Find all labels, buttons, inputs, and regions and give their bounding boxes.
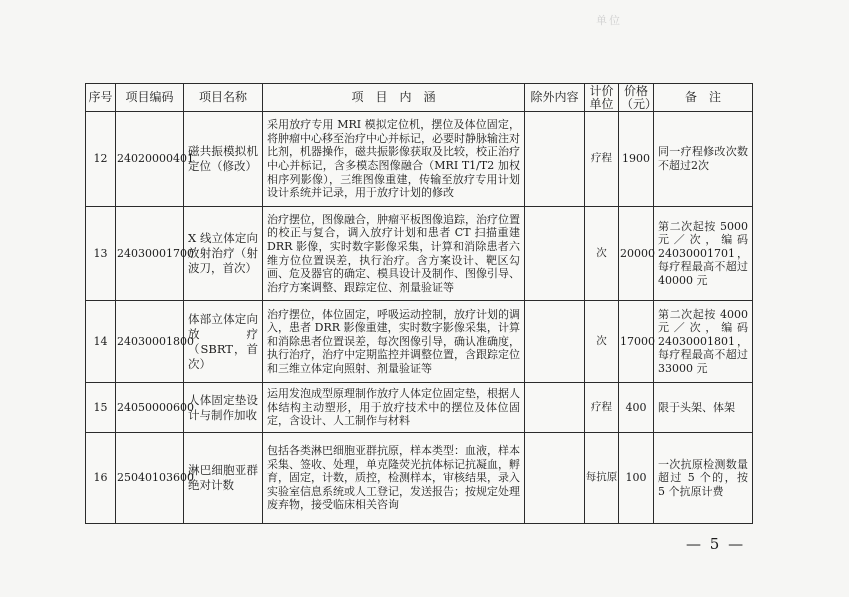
- price-cell: 400: [619, 383, 654, 433]
- exclude-cell: [525, 207, 585, 301]
- header-unit-line2: 单位: [589, 96, 614, 111]
- content-cell: 治疗摆位，图像融合，肿瘤平板图像追踪，治疗位置的校正与复合，调入放疗计划和患者 CT 扫描重建 DRR 影像，实时数字影像采集，计算和消除患者六维方位位置误差，执行治疗。含方案设计、靶区勾画、危及器官的确定、模具设计及制作、图像引导、治疗方案调整、跟踪定位、剂量验证等: [263, 207, 525, 301]
- header-price-line1: 价格: [623, 83, 648, 98]
- header-remark: 备 注: [654, 84, 753, 112]
- seq-cell: 16: [86, 433, 116, 524]
- header-price: [619, 83, 658, 112]
- table-row: [86, 301, 753, 383]
- code-cell: 24030001800: [116, 301, 184, 383]
- content-cell: 采用放疗专用 MRI 模拟定位机，摆位及体位固定，将肿瘤中心移至治疗中心并标记，必要时静脉输注对比剂，机器操作，磁共振影像获取及比较，校正治疗中心并标记，含多模态图像融合（MRI T1/T2 加权相序列影像），三维图像重建，传输至放疗专用计划设计系统并记录，用于放疗计划的修改: [263, 112, 525, 207]
- name-cell: 体部立体定向放疗（SBRT，首次）: [184, 301, 263, 383]
- header-unit: [585, 84, 619, 112]
- code-cell: 24020000401: [116, 112, 184, 207]
- code-cell: 25040103600: [116, 433, 184, 524]
- price-cell: 100: [619, 433, 654, 524]
- content-cell: 包括各类淋巴细胞亚群抗原，样本类型：血液，样本采集、签收、处理，单克隆荧光抗体标记抗凝血，孵育，固定，计数，质控，检测样本，审核结果，录入实验室信息系统或人工登记，发送报告；按规定处理废弃物，接受临床相关咨询: [263, 433, 525, 524]
- table-row: [86, 112, 753, 207]
- table-header-row: [86, 84, 753, 112]
- fee-table: [85, 83, 753, 524]
- unit-cell: 每抗原: [585, 433, 619, 524]
- remark-cell: 一次抗原检测数量超过 5 个的，按 5 个抗原计费: [654, 433, 753, 524]
- header-code: 项目编码: [116, 84, 184, 112]
- name-cell: 淋巴细胞亚群绝对计数: [184, 433, 263, 524]
- table-row: [86, 383, 753, 433]
- header-exclude: 除外内容: [525, 84, 585, 112]
- remark-cell: 第二次起按 5000 元／次，编码 24030001701，每疗程最高不超过 40000 元: [654, 207, 753, 301]
- name-cell: X 线立体定向放射治疗（射波刀，首次）: [184, 207, 263, 301]
- code-cell: 24050000600: [116, 383, 184, 433]
- content-cell: 治疗摆位，体位固定，呼吸运动控制，放疗计划的调入，患者 DRR 影像重建，实时数字影像采集，计算和消除患者位置误差，每次图像引导，确认准确度，执行治疗，治疗中定期监控并调整位置，含跟踪定位和三维立体定向照射、剂量验证等: [263, 301, 525, 383]
- unit-cell: 次: [585, 301, 619, 383]
- table-row: [86, 207, 753, 301]
- table-row: [86, 433, 753, 524]
- unit-cell: 疗程: [585, 383, 619, 433]
- price-cell: 1900: [619, 112, 654, 207]
- unit-cell: 疗程: [585, 112, 619, 207]
- name-cell: 人体固定垫设计与制作加收: [184, 383, 263, 433]
- seq-cell: 12: [86, 112, 116, 207]
- header-unit-line1: 计价: [589, 83, 614, 98]
- remark-cell: 限于头架、体架: [654, 383, 753, 433]
- exclude-cell: [525, 433, 585, 524]
- header-seq: 序号: [86, 84, 116, 112]
- header-price-line2: （元）: [621, 96, 658, 111]
- seq-cell: 15: [86, 383, 116, 433]
- name-cell: 磁共振模拟机定位（修改）: [184, 112, 263, 207]
- remark-cell: 同一疗程修改次数不超过2次: [654, 112, 753, 207]
- remark-cell: 第二次起按 4000 元／次，编码 24030001801，每疗程最高不超过 33000 元: [654, 301, 753, 383]
- unit-cell: 次: [585, 207, 619, 301]
- page-number: — 5 —: [686, 535, 746, 553]
- content-cell: 运用发泡成型原理制作放疗人体定位固定垫，根据人体结构主动塑形，用于放疗技术中的摆位及体位固定，含设计、人工制作与材料: [263, 383, 525, 433]
- seq-cell: 13: [86, 207, 116, 301]
- header-name: 项目名称: [184, 84, 263, 112]
- price-cell: 20000: [619, 207, 654, 301]
- exclude-cell: [525, 301, 585, 383]
- exclude-cell: [525, 383, 585, 433]
- code-cell: 24030001700: [116, 207, 184, 301]
- header-content: 项 目 内 涵: [263, 84, 525, 112]
- seq-cell: 14: [86, 301, 116, 383]
- price-cell: 17000: [619, 301, 654, 383]
- exclude-cell: [525, 112, 585, 207]
- unit-note: 单位: [596, 14, 622, 27]
